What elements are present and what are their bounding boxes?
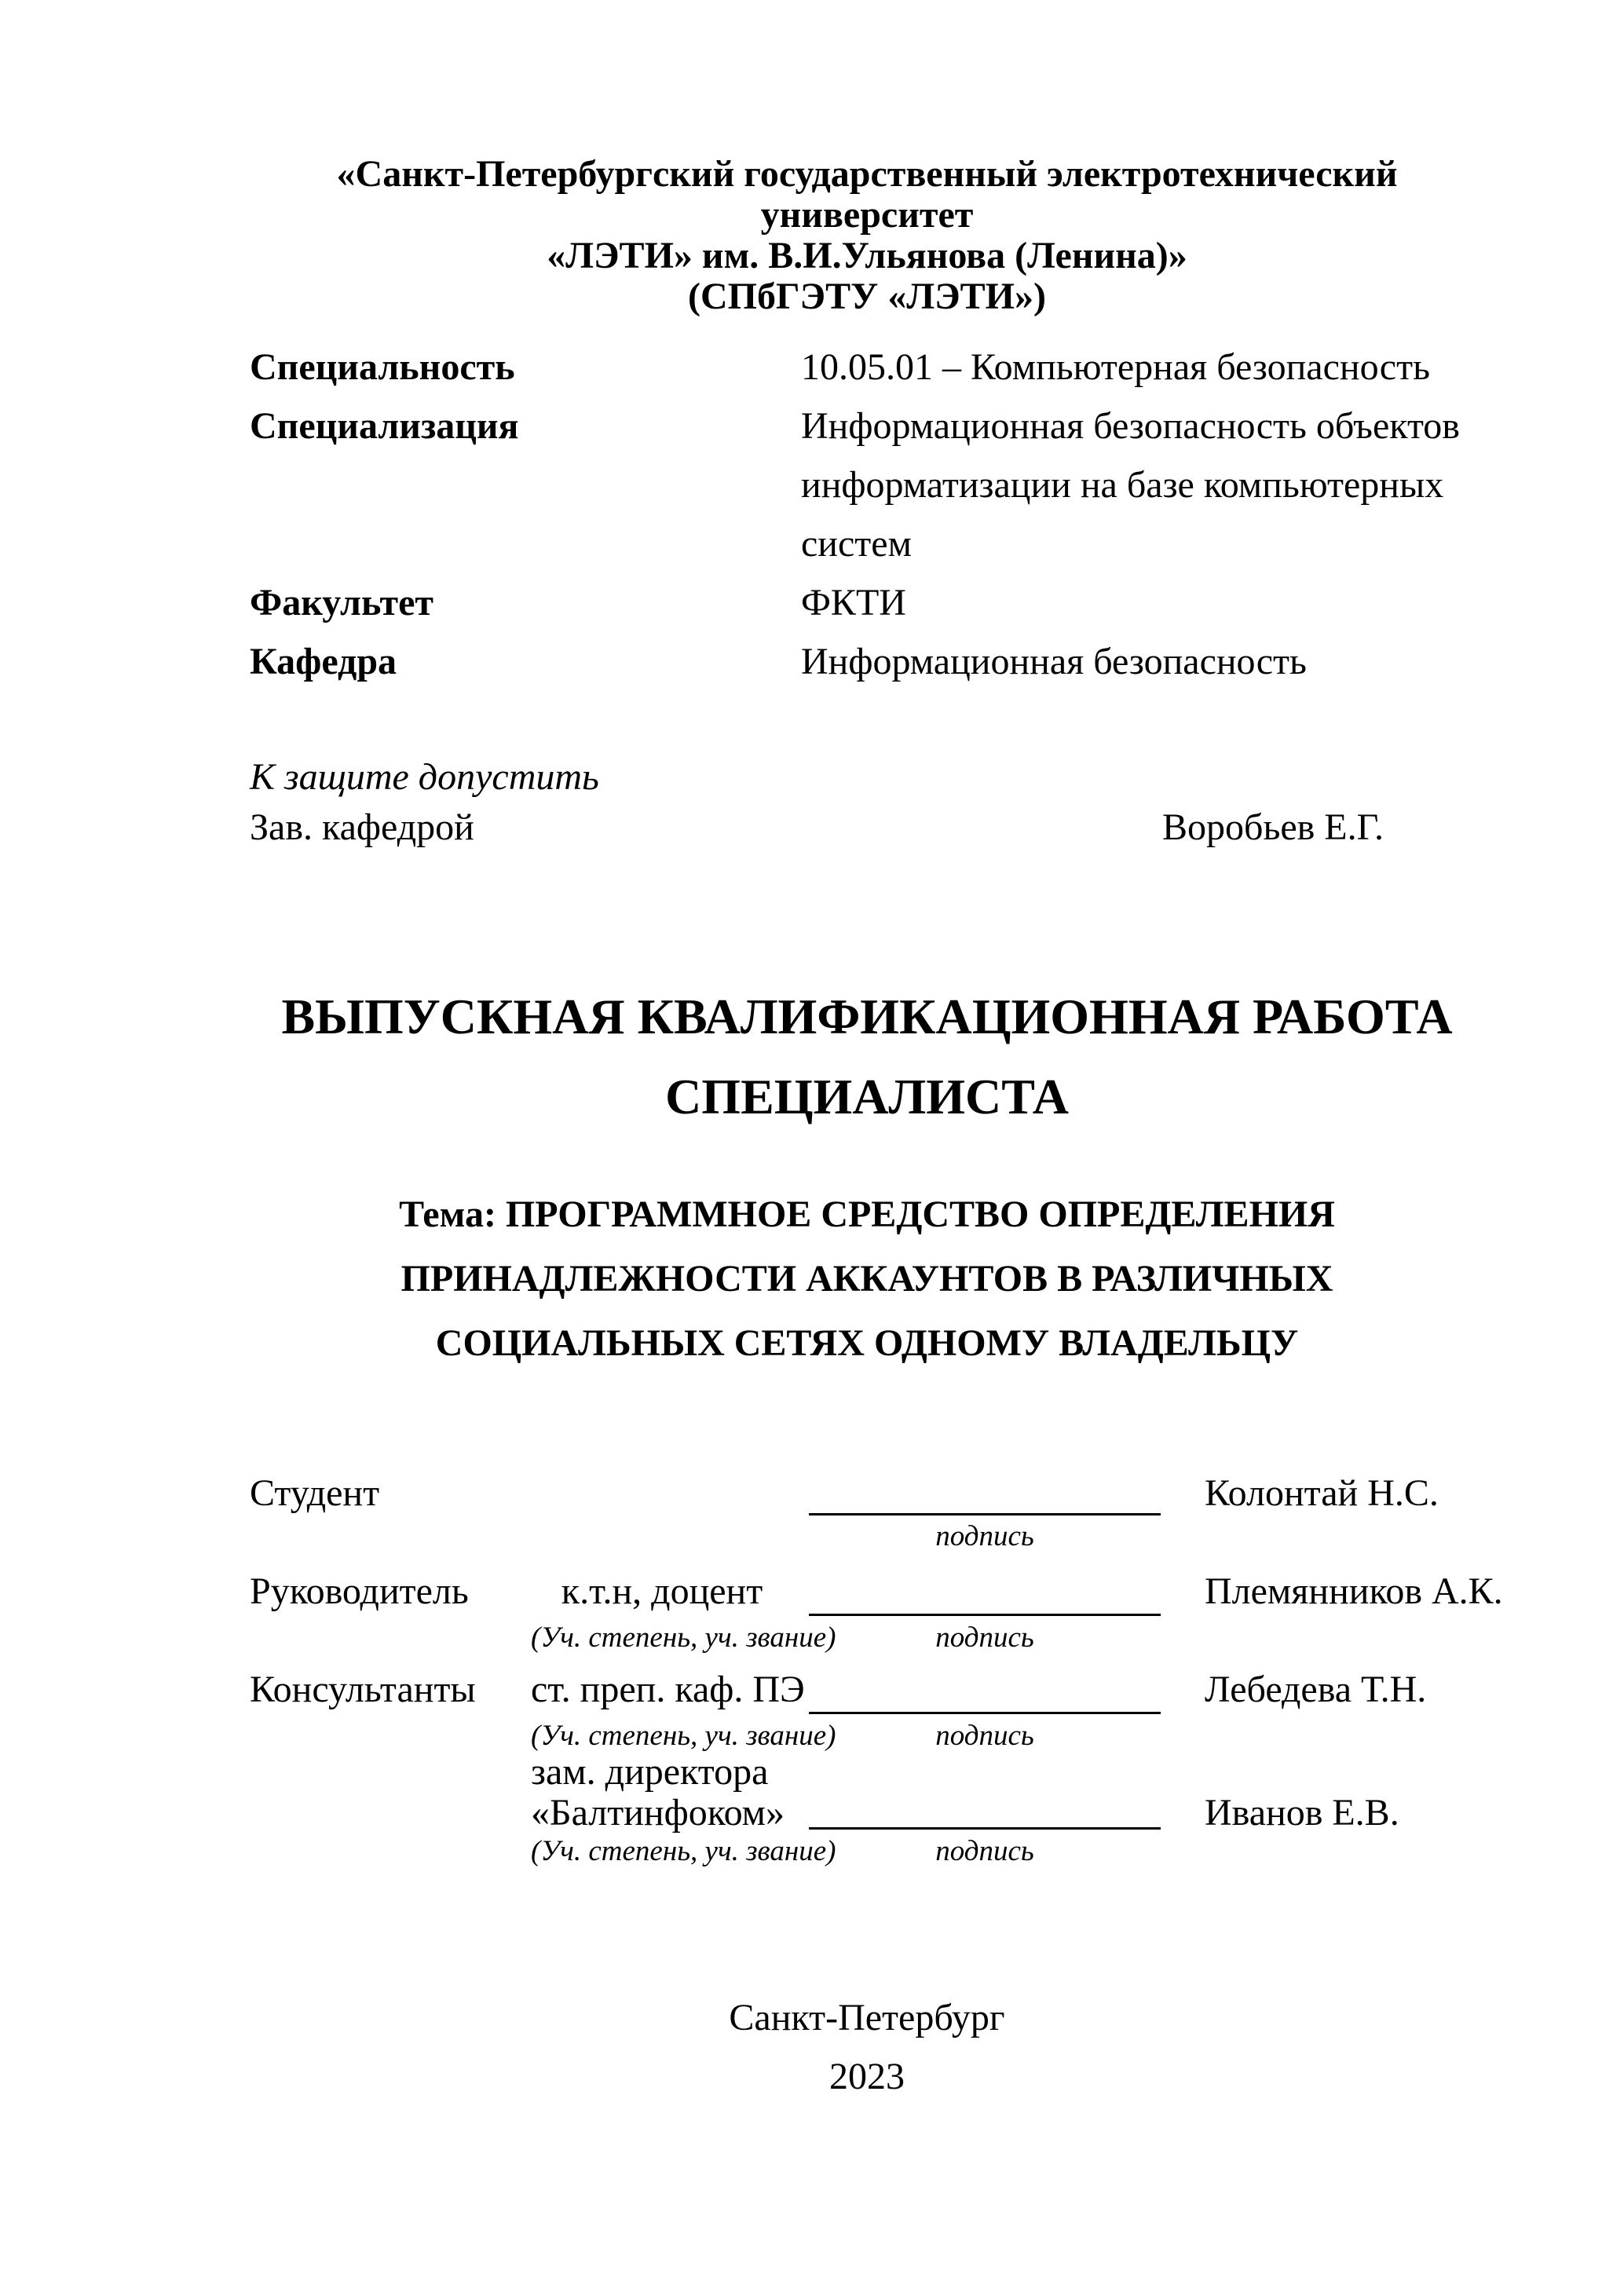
admission-row	[250, 806, 1484, 856]
signature-line	[809, 1513, 1161, 1515]
consultant-2-position-line2: «Балтинфоком»	[531, 1792, 785, 1834]
consultant-2-name: Иванов Е.В.	[1205, 1792, 1399, 1834]
thesis-title	[250, 977, 1484, 1137]
requisite-row-specialization	[250, 397, 1484, 573]
requisite-row-department	[250, 632, 1484, 691]
signature-row-supervisor	[250, 1570, 1503, 1669]
consultant-1-degree: ст. преп. каф. ПЭ	[531, 1669, 805, 1710]
thesis-title-line2: СПЕЦИАЛИСТА	[665, 1069, 1069, 1124]
faculty-label: Факультет	[250, 582, 433, 623]
specialty-value: 10.05.01 – Компьютерная безопасность	[801, 346, 1430, 388]
university-abbreviation: (СПбГЭТУ «ЛЭТИ»)	[688, 276, 1046, 317]
thesis-topic	[250, 1183, 1484, 1376]
consultants-role-label: Консультанты	[250, 1669, 476, 1710]
signature-line	[809, 1712, 1161, 1714]
student-name: Колонтай Н.С.	[1205, 1472, 1439, 1514]
thesis-topic-line2: ПРИНАДЛЕЖНОСТИ АККАУНТОВ В РАЗЛИЧНЫХ	[401, 1258, 1333, 1300]
signature-row-consultant-2	[250, 1752, 1484, 1893]
signature-line	[809, 1614, 1161, 1616]
signature-row-student	[250, 1473, 1484, 1571]
university-name-line2: «ЛЭТИ» им. В.И.Ульянова (Ленина)»	[547, 235, 1187, 276]
university-header	[250, 154, 1484, 317]
supervisor-name: Племянников А.К.	[1205, 1570, 1503, 1612]
footer	[250, 1988, 1484, 2106]
admission-note: К защите допустить	[250, 756, 599, 798]
degree-caption: (Уч. степень, уч. звание)	[531, 1621, 836, 1654]
department-head-label: Зав. кафедрой	[250, 806, 474, 848]
requisite-row-faculty	[250, 573, 1484, 632]
degree-caption: (Уч. степень, уч. звание)	[531, 1720, 836, 1752]
footer-year: 2023	[829, 2056, 905, 2097]
signature-caption: подпись	[935, 1621, 1034, 1654]
signature-caption: подпись	[935, 1720, 1034, 1752]
thesis-topic-line3: СОЦИАЛЬНЫХ СЕТЯХ ОДНОМУ ВЛАДЕЛЬЦУ	[435, 1322, 1299, 1364]
student-role-label: Студент	[250, 1472, 380, 1514]
thesis-title-line1: ВЫПУСКНАЯ КВАЛИФИКАЦИОННАЯ РАБОТА	[281, 989, 1453, 1044]
requisite-row-specialty	[250, 338, 1484, 397]
requisites-table	[250, 338, 1484, 691]
specialty-label: Специальность	[250, 346, 515, 388]
department-value: Информационная безопасность	[801, 641, 1307, 682]
signature-caption: подпись	[935, 1835, 1034, 1867]
consultant-2-position-line1: зам. директора	[531, 1751, 769, 1793]
signature-line	[809, 1827, 1161, 1830]
faculty-value: ФКТИ	[801, 582, 906, 623]
consultant-1-name: Лебедева Т.Н.	[1205, 1669, 1427, 1710]
signature-caption: подпись	[935, 1520, 1034, 1552]
signature-row-consultant-1	[250, 1669, 1484, 1752]
specialization-label: Специализация	[250, 405, 519, 447]
university-name-line1: «Санкт-Петербургский государственный электротехнический университет	[336, 153, 1398, 236]
specialization-value: Информационная безопасность объектов информатизации на базе компьютерных систем	[801, 405, 1460, 565]
thesis-topic-line1: Тема: ПРОГРАММНОЕ СРЕДСТВО ОПРЕДЕЛЕНИЯ	[399, 1194, 1335, 1235]
supervisor-role-label: Руководитель	[250, 1570, 469, 1612]
footer-city: Санкт-Петербург	[729, 1997, 1005, 2038]
department-head-name: Воробьев Е.Г.	[1162, 806, 1384, 848]
degree-caption: (Уч. степень, уч. звание)	[531, 1835, 836, 1867]
supervisor-degree: к.т.н, доцент	[561, 1570, 763, 1612]
department-label: Кафедра	[250, 641, 397, 682]
